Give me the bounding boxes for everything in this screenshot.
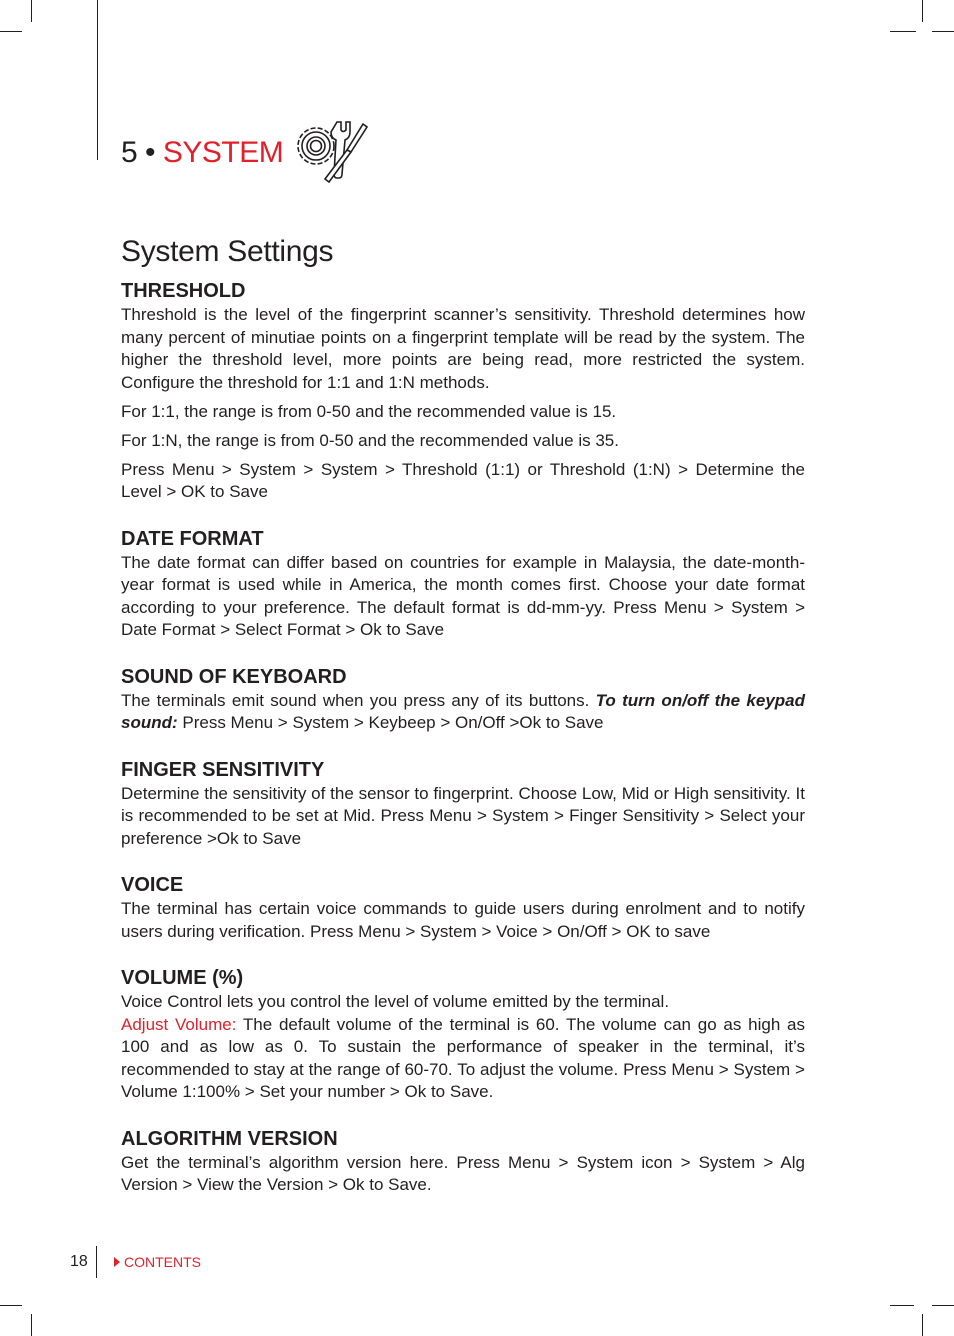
paragraph: For 1:1, the range is from 0-50 and the recommended value is 15. <box>121 401 617 421</box>
section-voice <box>121 872 805 943</box>
contents-label: CONTENTS <box>124 1254 201 1270</box>
paragraph: The terminal has certain voice commands to guide users during enrolment and to notify users during verification. Press Menu > System > Voice > On/Off > OK to save <box>121 899 805 941</box>
paragraph: Determine the sensitivity of the sensor to fingerprint. Choose Low, Mid or High sensitivity. It is recommended to be set at Mid. Press Menu > System > Finger Sensitivity > Select your preference >Ok to Save <box>121 783 805 848</box>
crop-mark <box>31 1314 32 1336</box>
contents-link[interactable] <box>114 1254 201 1270</box>
paragraph: The date format can differ based on countries for example in Malaysia, the date-month-year format is used while in America, the month comes first. Choose your date format according to your preference. The default format is dd-mm-yy. Press Menu > System > Date Format > Select Format > Ok to Save <box>121 552 805 639</box>
paragraph <box>121 690 805 735</box>
section-date-format <box>121 526 805 642</box>
section-finger-sensitivity <box>121 757 805 851</box>
paragraph-text: Press Menu > System > Keybeep > On/Off >Ok to Save <box>177 713 604 732</box>
paragraph-text: The terminals emit sound when you press any of its buttons. <box>121 690 596 710</box>
section-algorithm <box>121 1126 805 1197</box>
section-heading: VOICE <box>121 874 184 896</box>
paragraph: Get the terminal’s algorithm version here. Press Menu > System icon > System > Alg Version > View the Version > Ok to Save. <box>121 1152 805 1194</box>
page-number: 18 <box>70 1253 88 1270</box>
crop-mark <box>922 1314 923 1336</box>
crop-mark <box>932 1305 954 1306</box>
paragraph: Voice Control lets you control the level of volume emitted by the terminal. <box>121 992 670 1011</box>
crop-mark <box>922 0 923 22</box>
paragraph-text: The default volume of the terminal is 60. The volume can go as high as 100 and as low as 0. To sustain the performance of speaker in the terminal, it’s recommended to stay at the range of 60-70. To adjust the volume. Press Menu > System > Volume 1:100% > Set your number > Ok to Save. <box>121 1014 805 1101</box>
crop-mark <box>890 31 916 32</box>
section-heading: VOLUME (%) <box>121 967 244 989</box>
header-rule <box>97 0 98 160</box>
section-heading: FINGER SENSITIVITY <box>121 758 325 781</box>
chapter-title: SYSTEM <box>162 136 284 169</box>
crop-mark <box>0 31 22 32</box>
paragraph: Threshold is the level of the fingerprint scanner’s sensitivity. Threshold determines how many percent of minutiae points on a fingerprint template will be read by the system. The higher the threshold level, more points are being read, more restricted the system. Configure the threshold for 1:1 and 1:N methods. <box>121 305 805 392</box>
crop-mark <box>890 1305 914 1306</box>
section-threshold <box>121 278 805 504</box>
main-content <box>121 232 805 1219</box>
crop-mark <box>0 1305 22 1306</box>
chapter-heading <box>121 128 369 178</box>
paragraph: For 1:N, the range is from 0-50 and the recommended value is 35. <box>121 430 619 450</box>
paragraph <box>121 1014 805 1104</box>
footer <box>0 1246 954 1280</box>
section-heading: THRESHOLD <box>121 280 246 302</box>
section-sound-keyboard <box>121 664 805 735</box>
section-heading: ALGORITHM VERSION <box>121 1127 338 1150</box>
crop-mark <box>932 31 954 32</box>
page-title: System Settings <box>121 235 334 268</box>
adjust-volume-label: Adjust Volume: <box>121 1014 237 1034</box>
gear-wrench-icon <box>289 116 369 196</box>
crop-mark <box>31 0 32 22</box>
emphasis-text: To turn on/off the keypad sound: <box>121 690 806 732</box>
paragraph: Press Menu > System > System > Threshold (1:1) or Threshold (1:N) > Determine the Level > OK to Save <box>121 459 805 501</box>
chapter-number: 5 • <box>121 136 156 169</box>
triangle-right-icon <box>114 1257 120 1267</box>
section-heading: SOUND OF KEYBOARD <box>121 665 347 688</box>
section-heading: DATE FORMAT <box>121 527 264 550</box>
footer-rule <box>96 1246 97 1278</box>
section-volume <box>121 965 805 1104</box>
